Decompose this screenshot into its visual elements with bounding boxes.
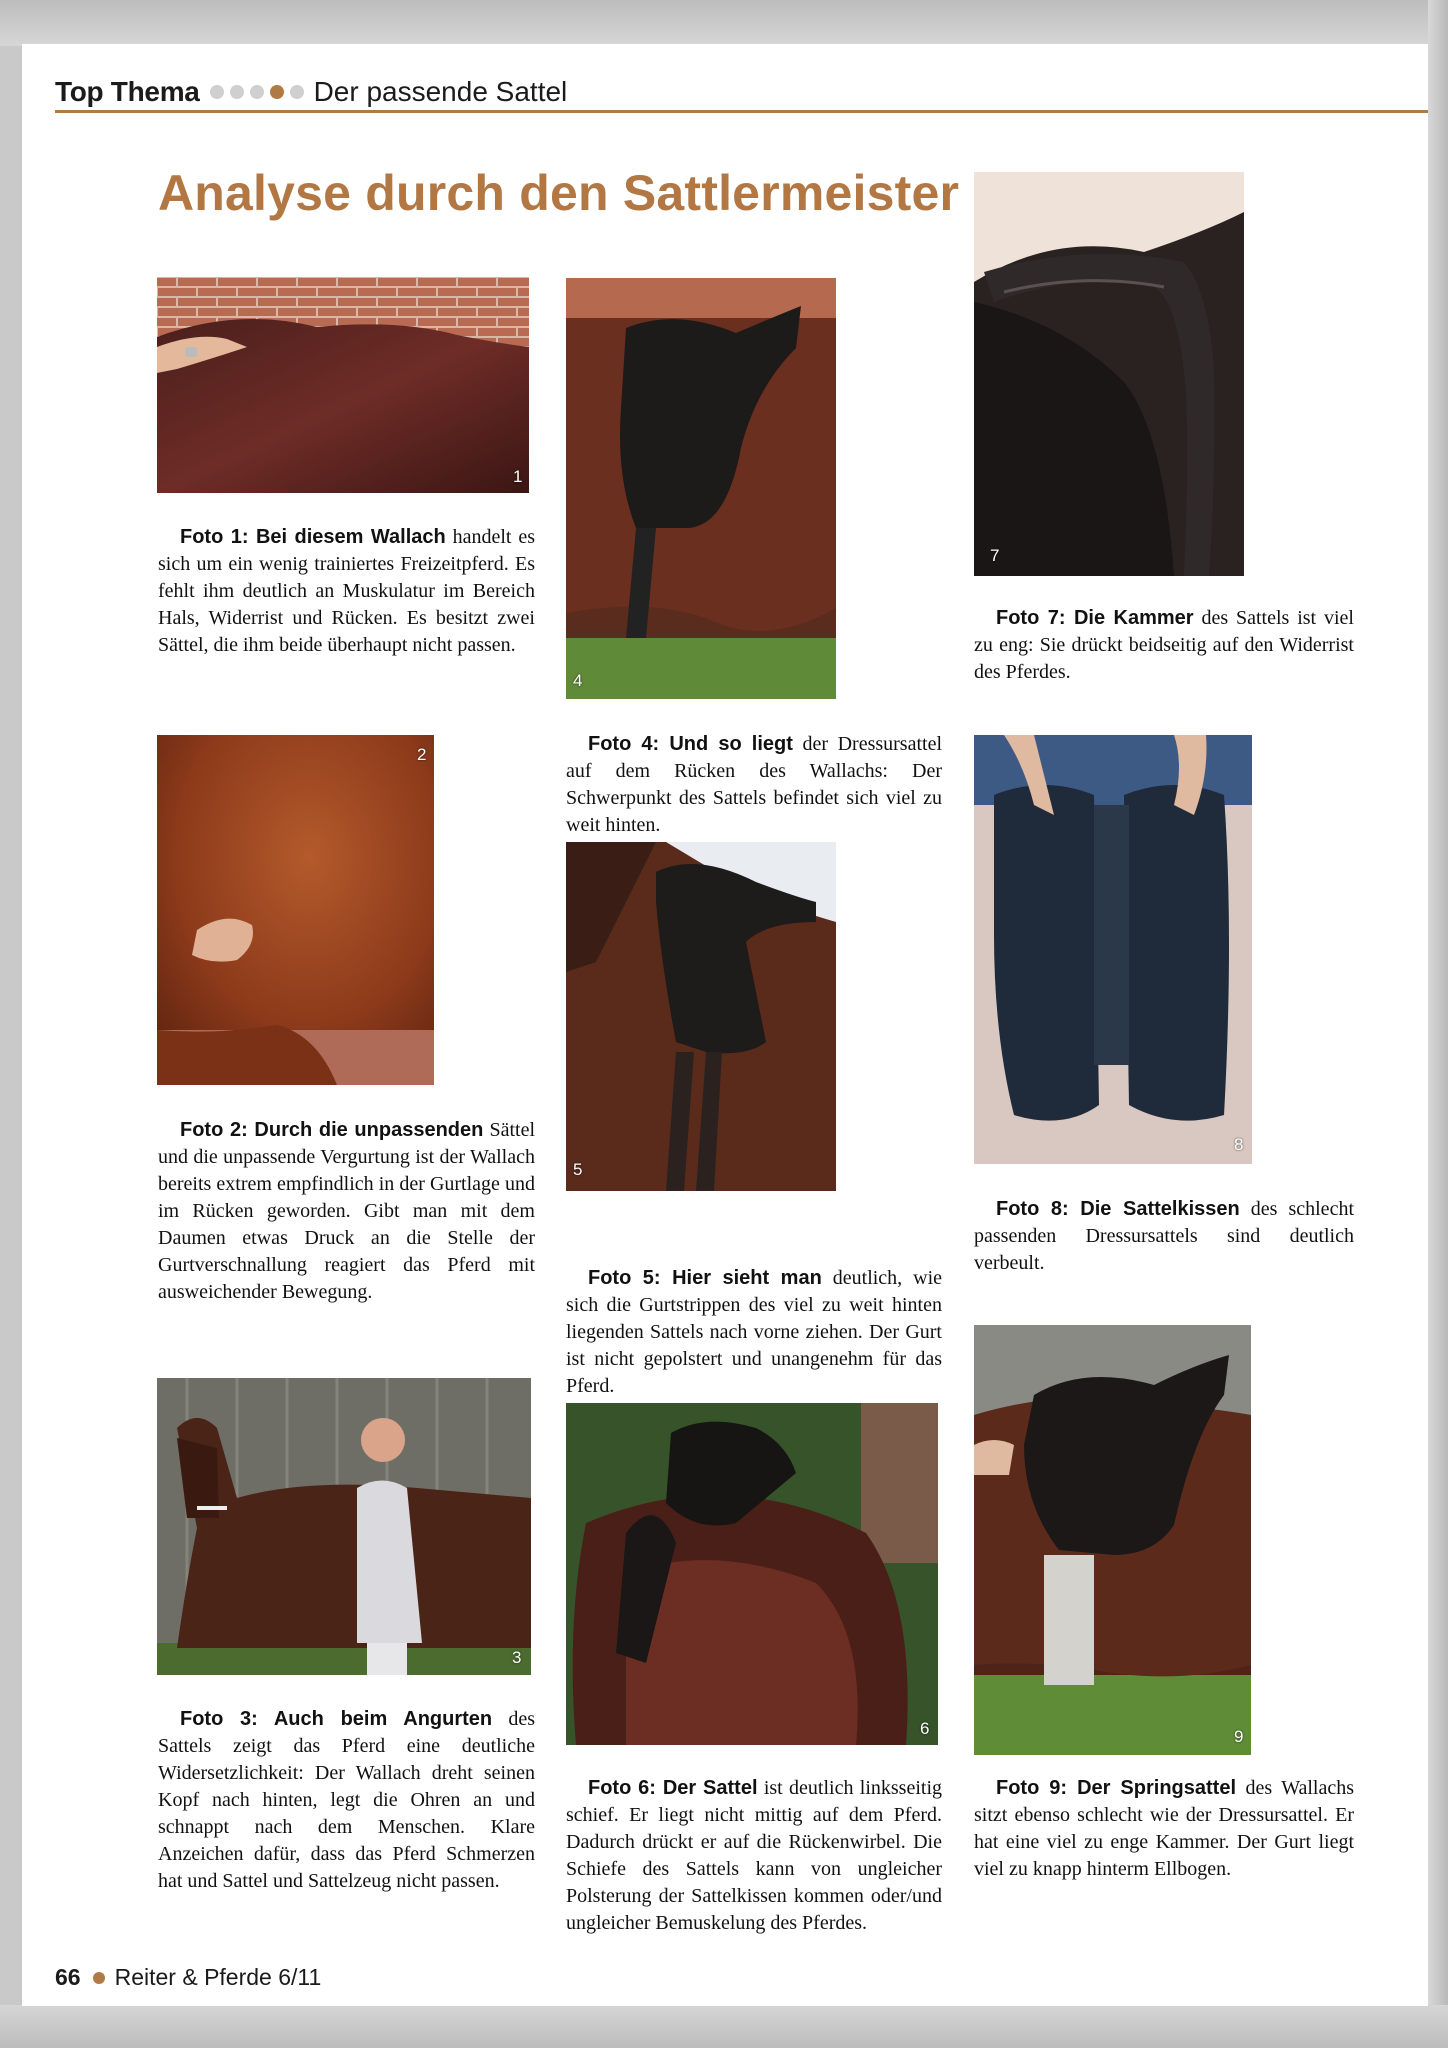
caption-lead: Foto 1: Bei diesem Wallach <box>180 526 446 548</box>
caption-text: des Wallachs sitzt ebenso schlecht wie der Dressursattel. Er hat eine viel zu enge Kammer. Der Gurt liegt viel zu knapp hinterm Ellbogen. <box>974 1777 1354 1880</box>
caption-text: des Sattels zeigt das Pferd eine deutliche Widersetzlichkeit: Der Wallach dreht seinen Kopf nach hinten, legt die Ohren an und schnappt nach dem Menschen. Klare Anzeichen dafür, dass das Pferd Schmerzen hat und Sattel und Sattelzeug nicht passen. <box>158 1708 535 1892</box>
page-footer <box>55 1964 321 1991</box>
header-section: Der passende Sattel <box>313 76 568 107</box>
progress-dot <box>250 85 264 99</box>
caption-lead: Foto 6: Der Sattel <box>588 1777 758 1799</box>
footer-dot <box>93 1972 105 1984</box>
caption-text: der Dressursattel auf dem Rücken des Wallachs: Der Schwerpunkt des Sattels befindet sich viel zu weit hinten. <box>566 733 943 836</box>
photo-number: 1 <box>513 467 523 486</box>
progress-dot <box>210 85 224 99</box>
photo-1-image <box>157 277 529 493</box>
photo-number: 6 <box>920 1719 930 1738</box>
publication-name: Reiter & Pferde 6/11 <box>114 1964 322 1990</box>
caption-9 <box>974 1775 1354 1883</box>
caption-text: ist deutlich linksseitig schief. Er liegt nicht mittig auf dem Pferd. Dadurch drückt er auf die Rückenwirbel. Die Schiefe des Sattels kann von ungleicher Polsterung der Sattelkissen kommen oder/und ungleicher Bemuskelung des Pferdes. <box>566 1777 942 1934</box>
photo-2 <box>157 735 434 1085</box>
header-rule <box>55 110 1428 113</box>
caption-text: handelt es sich um ein wenig trainiertes Freizeitpferd. Es fehlt ihm deutlich an Muskulatur im Bereich Hals, Widerrist und Rücken. Es besitzt zwei Sättel, die ihm beide überhaupt nicht passen. <box>158 526 536 656</box>
page-number: 66 <box>55 1964 81 1990</box>
photo-3 <box>157 1378 531 1675</box>
photo-4 <box>566 278 836 699</box>
frame-bottom <box>0 2005 1448 2048</box>
caption-lead: Foto 9: Der Springsattel <box>996 1777 1237 1799</box>
caption-lead: Foto 5: Hier sieht man <box>588 1267 822 1289</box>
photo-6 <box>566 1403 938 1745</box>
progress-dot-active <box>270 85 284 99</box>
caption-lead: Foto 8: Die Sattelkissen <box>996 1198 1240 1220</box>
caption-4 <box>566 731 942 839</box>
photo-number: 4 <box>573 671 583 690</box>
photo-5-image <box>566 842 836 1191</box>
caption-8 <box>974 1196 1354 1277</box>
photo-7-image <box>974 172 1244 576</box>
caption-text: des schlecht passenden Dressursattels sind deutlich verbeult. <box>974 1198 1354 1274</box>
caption-5 <box>566 1265 942 1400</box>
caption-1 <box>158 524 535 659</box>
caption-lead: Foto 3: Auch beim Angurten <box>180 1708 493 1730</box>
photo-8 <box>974 735 1252 1164</box>
photo-9-image <box>974 1325 1251 1755</box>
caption-2 <box>158 1117 535 1306</box>
photo-6-image <box>566 1403 938 1745</box>
caption-7 <box>974 605 1354 686</box>
photo-8-image <box>974 735 1252 1164</box>
caption-6 <box>566 1775 942 1937</box>
caption-text: des Sattels ist viel zu eng: Sie drückt beidseitig auf den Widerrist des Pferdes. <box>974 607 1354 683</box>
photo-4-image <box>566 278 836 699</box>
photo-9 <box>974 1325 1251 1755</box>
caption-text: deutlich, wie sich die Gurtstrippen des viel zu weit hinten liegenden Sattels nach vorne ziehen. Der Gurt ist nicht gepolstert und unangenehm für das Pferd. <box>566 1267 942 1397</box>
progress-dot <box>230 85 244 99</box>
caption-lead: Foto 4: Und so liegt <box>588 733 793 755</box>
photo-2-image <box>157 735 434 1085</box>
photo-number: 3 <box>512 1648 522 1667</box>
magazine-page <box>22 44 1428 2006</box>
photo-number: 2 <box>417 745 427 764</box>
caption-3 <box>158 1706 535 1895</box>
article-title: Analyse durch den Sattlermeister <box>158 165 960 221</box>
photo-5 <box>566 842 836 1191</box>
photo-number: 5 <box>573 1160 583 1179</box>
header-brand: Top Thema <box>55 76 200 107</box>
frame-top <box>0 0 1448 46</box>
photo-number: 7 <box>990 546 1000 565</box>
photo-number: 9 <box>1234 1727 1244 1746</box>
photo-1 <box>157 277 529 493</box>
frame-right <box>1428 0 1448 2048</box>
photo-number: 8 <box>1234 1135 1244 1154</box>
photo-7 <box>974 172 1244 576</box>
caption-text: Sättel und die unpassende Vergurtung ist der Wallach bereits extrem empfindlich in der Gurtlage und im Rücken geworden. Gibt man mit dem Daumen etwas Druck an die Stelle der Gurtverschnallung reagiert das Pferd mit ausweichender Bewegung. <box>158 1119 535 1303</box>
running-header <box>55 72 567 112</box>
progress-dots <box>210 85 304 99</box>
caption-lead: Foto 2: Durch die unpassenden <box>180 1119 484 1141</box>
photo-3-image <box>157 1378 531 1675</box>
progress-dot <box>290 85 304 99</box>
caption-lead: Foto 7: Die Kammer <box>996 607 1194 629</box>
